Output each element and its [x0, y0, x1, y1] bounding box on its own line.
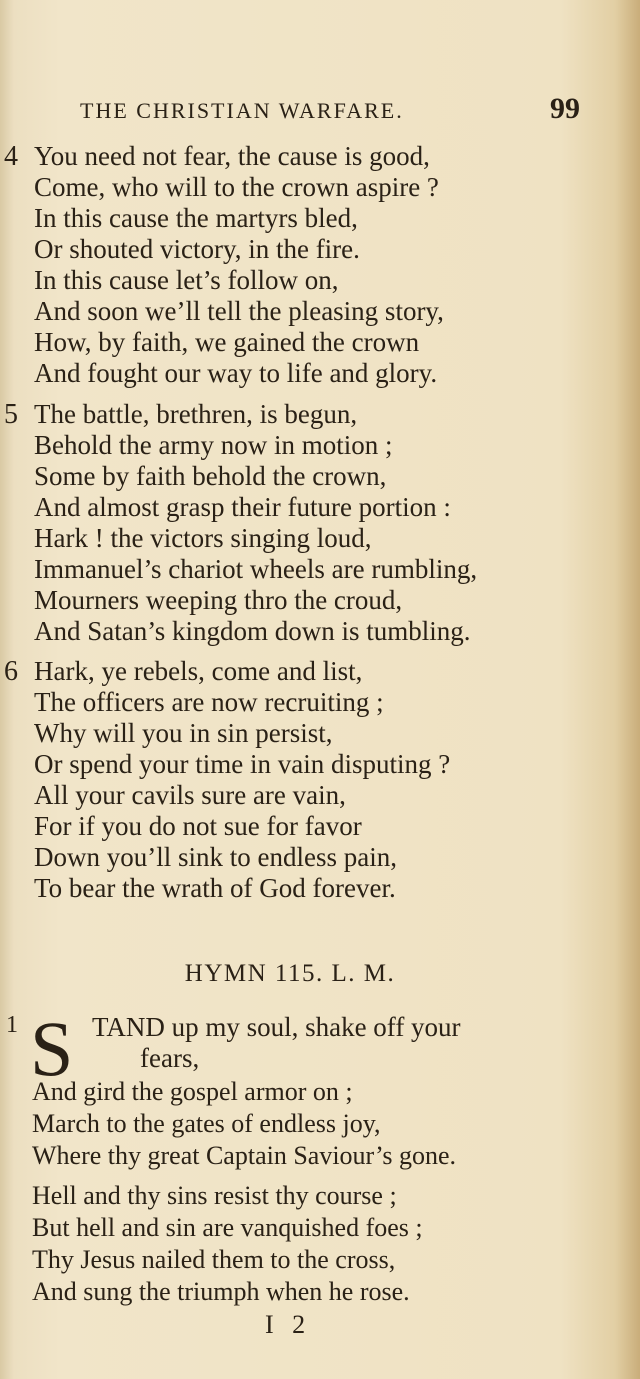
- verse-line: Hark ! the victors singing loud,: [34, 523, 372, 553]
- verse-line: 5 The battle, brethren, is begun,: [4, 399, 358, 430]
- hymn-first-line-continuation: fears,: [140, 1043, 200, 1073]
- verse-line: But hell and sin are vanquished foes ;: [32, 1213, 423, 1242]
- verse-line: Mourners weeping thro the croud,: [34, 585, 403, 615]
- verse-number: 4: [4, 141, 18, 172]
- drop-cap: S: [30, 1005, 74, 1092]
- page-header: [80, 92, 580, 132]
- verse-number: 6: [4, 656, 18, 687]
- verse-line: Thy Jesus nailed them to the cross,: [32, 1245, 396, 1274]
- verse-line: For if you do not sue for favor: [34, 811, 362, 841]
- verse-line: And fought our way to life and glory.: [34, 358, 438, 388]
- verse-line: Down you’ll sink to endless pain,: [34, 842, 397, 872]
- hymn-verse-number: 1: [6, 1012, 18, 1038]
- verse-line: And almost grasp their future portion :: [34, 492, 451, 522]
- verse-line: Come, who will to the crown aspire ?: [34, 172, 439, 202]
- verse-line: March to the gates of endless joy,: [32, 1109, 381, 1138]
- page-number: 99: [550, 92, 580, 125]
- verse-line: Some by faith behold the crown,: [34, 461, 387, 491]
- hymn-first-line: TAND up my soul, shake off your: [92, 1012, 461, 1042]
- verse-line: In this cause the martyrs bled,: [34, 203, 358, 233]
- verse-line: And soon we’ll tell the pleasing story,: [34, 296, 444, 326]
- verse-line: Hell and thy sins resist thy course ;: [32, 1181, 397, 1210]
- stanza-6: [0, 656, 640, 904]
- hymn-stanza-1-second-half: [0, 1180, 640, 1308]
- verse-line: And sung the triumph when he rose.: [32, 1277, 410, 1306]
- verse-line: The officers are now recruiting ;: [34, 687, 384, 717]
- verse-line: Or shouted victory, in the fire.: [34, 234, 360, 264]
- hymn-stanza-1-rest: [0, 1076, 640, 1172]
- verse-line: Immanuel’s chariot wheels are rumbling,: [34, 554, 478, 584]
- verse-line: All your cavils sure are vain,: [34, 780, 346, 810]
- verse-line: Or spend your time in vain disputing ?: [34, 749, 451, 779]
- verse-line: In this cause let’s follow on,: [34, 265, 339, 295]
- running-head: THE CHRISTIAN WARFARE.: [80, 98, 404, 123]
- signature-mark: I 2: [265, 1310, 312, 1339]
- verse-line: To bear the wrath of God forever.: [34, 873, 396, 903]
- verse-line: And gird the gospel armor on ;: [32, 1077, 353, 1106]
- verse-number: 5: [4, 399, 18, 430]
- verse-line: 4 You need not fear, the cause is good,: [4, 141, 430, 172]
- verse-line: Behold the army now in motion ;: [34, 430, 393, 460]
- stanza-5: [0, 399, 640, 647]
- verse-line: Why will you in sin persist,: [34, 718, 333, 748]
- verse-line: Where thy great Captain Saviour’s gone.: [32, 1141, 457, 1170]
- verse-line: And Satan’s kingdom down is tumbling.: [34, 616, 471, 646]
- hymn-title: HYMN 115. L. M.: [184, 960, 396, 987]
- verse-line: How, by faith, we gained the crown: [34, 327, 420, 357]
- stanza-4: [0, 141, 640, 389]
- verse-line: 6 Hark, ye rebels, come and list,: [4, 656, 363, 687]
